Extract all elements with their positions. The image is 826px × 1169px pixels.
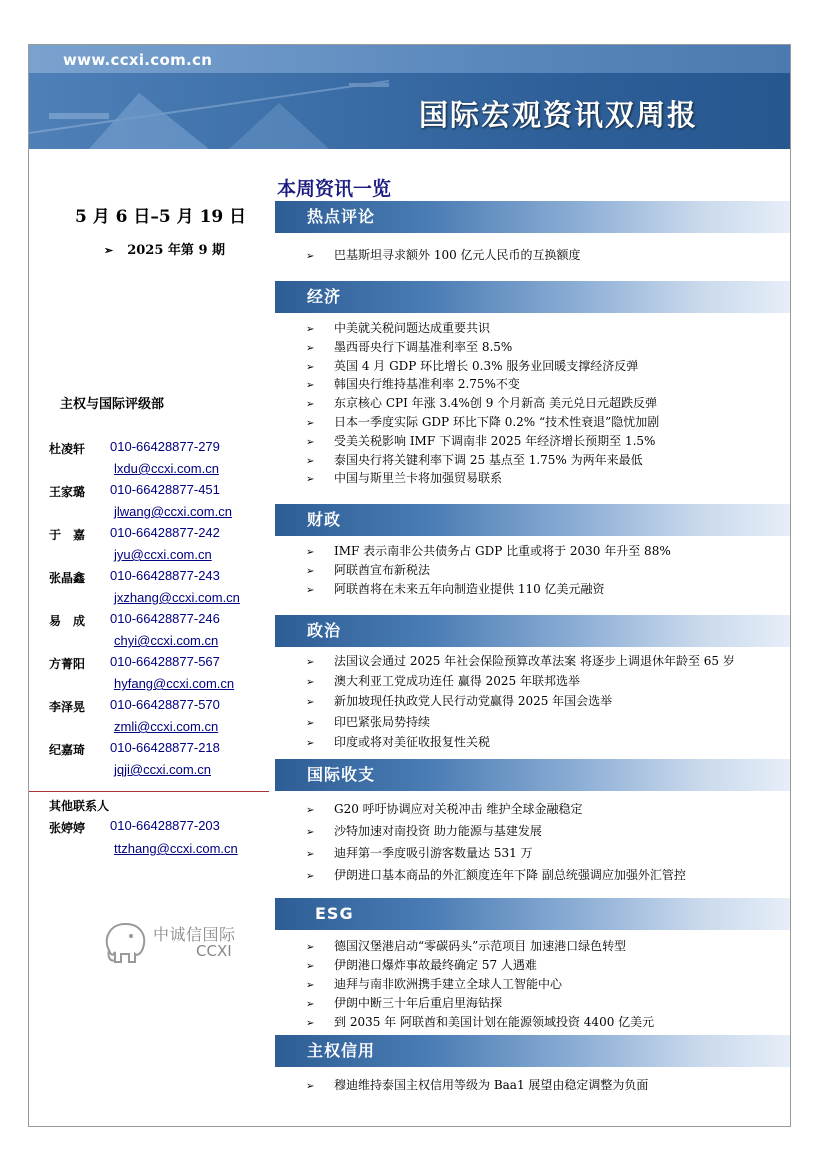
section-header: 经济 xyxy=(275,281,790,313)
arrow-bullet-icon: ➢ xyxy=(306,251,315,262)
arrow-bullet-icon: ➢ xyxy=(104,244,114,257)
arrow-bullet-icon: ➢ xyxy=(306,1081,315,1092)
news-item xyxy=(306,432,655,449)
issue-label: 2025 年第 9 期 xyxy=(127,243,226,258)
logo-text-en: CCXI xyxy=(196,942,232,960)
ccxi-logo xyxy=(101,920,251,966)
news-item xyxy=(306,375,520,392)
contact-phone: 010-66428877-451 xyxy=(110,482,220,497)
section-header: 热点评论 xyxy=(275,201,790,233)
arrow-bullet-icon: ➢ xyxy=(306,585,315,596)
news-item xyxy=(306,672,580,689)
news-item-text: G20 呼吁协调应对关税冲击 维护全球金融稳定 xyxy=(334,802,583,816)
date-range: 5 月 6 日–5 月 19 日 xyxy=(75,207,247,227)
contact-name: 于 嘉 xyxy=(49,528,86,542)
arrow-bullet-icon: ➢ xyxy=(306,718,315,729)
divider xyxy=(29,791,269,792)
news-item-text: 中国与斯里兰卡将加强贸易联系 xyxy=(334,471,503,485)
news-item-text: 伊朗港口爆炸事故最终确定 57 人遇难 xyxy=(334,958,537,972)
arrow-bullet-icon: ➢ xyxy=(306,362,315,373)
news-item-text: IMF 表示南非公共债务占 GDP 比重或将于 2030 年升至 88% xyxy=(334,544,671,558)
news-item-text: 法国议会通过 2025 年社会保险预算改革法案 将逐步上调退休年龄至 65 岁 xyxy=(334,654,735,668)
overview-title: 本周资讯一览 xyxy=(277,178,392,200)
arrow-bullet-icon: ➢ xyxy=(306,849,315,860)
arrow-bullet-icon: ➢ xyxy=(306,547,315,558)
contact-name: 方菁阳 xyxy=(49,657,86,671)
news-item-text: 沙特加速对南投资 助力能源与基建发展 xyxy=(334,824,542,838)
section-header: ESG xyxy=(275,898,790,930)
news-item-text: 墨西哥央行下调基准利率至 8.5% xyxy=(334,340,513,354)
news-item xyxy=(306,561,430,578)
news-item xyxy=(306,800,583,817)
arrow-bullet-icon: ➢ xyxy=(306,566,315,577)
header-banner xyxy=(29,45,790,149)
arrow-bullet-icon: ➢ xyxy=(306,677,315,688)
news-item xyxy=(306,692,612,709)
contact-phone: 010-66428877-567 xyxy=(110,654,220,669)
contact-email[interactable]: jlwang@ccxi.com.cn xyxy=(114,504,232,519)
contact-email[interactable]: jxzhang@ccxi.com.cn xyxy=(114,590,240,605)
news-item-text: 印度或将对美征收报复性关税 xyxy=(334,735,491,749)
news-item xyxy=(306,580,605,597)
arrow-bullet-icon: ➢ xyxy=(306,324,315,335)
news-item xyxy=(306,319,490,336)
news-item-text: 巴基斯坦寻求额外 100 亿元人民币的互换额度 xyxy=(334,248,581,262)
arrow-bullet-icon: ➢ xyxy=(306,738,315,749)
news-item xyxy=(306,713,430,730)
arrow-bullet-icon: ➢ xyxy=(306,380,315,391)
section-header: 主权信用 xyxy=(275,1035,790,1067)
news-item-text: 伊朗进口基本商品的外汇额度连年下降 副总统强调应加强外汇管控 xyxy=(334,868,686,882)
news-item xyxy=(306,357,638,374)
contact-phone: 010-66428877-570 xyxy=(110,697,220,712)
news-item-text: 穆迪维持泰国主权信用等级为 Baa1 展望由稳定调整为负面 xyxy=(334,1078,649,1092)
news-item xyxy=(306,1013,654,1030)
contact-phone: 010-66428877-279 xyxy=(110,439,220,454)
arrow-bullet-icon: ➢ xyxy=(306,827,315,838)
arrow-bullet-icon: ➢ xyxy=(306,1018,315,1029)
arrow-bullet-icon: ➢ xyxy=(306,474,315,485)
news-item-text: 印巴紧张局势持续 xyxy=(334,715,431,729)
contact-email[interactable]: jqji@ccxi.com.cn xyxy=(114,762,211,777)
arrow-bullet-icon: ➢ xyxy=(306,657,315,668)
contact-name: 易 成 xyxy=(49,614,86,628)
contact-email[interactable]: zmli@ccxi.com.cn xyxy=(114,719,219,734)
arrow-bullet-icon: ➢ xyxy=(306,456,315,467)
contact-email[interactable]: hyfang@ccxi.com.cn xyxy=(114,676,235,691)
arrow-bullet-icon: ➢ xyxy=(306,418,315,429)
news-item-text: 澳大利亚工党成功连任 赢得 2025 年联邦选举 xyxy=(334,674,580,688)
news-item xyxy=(306,956,537,973)
contact-name: 杜凌轩 xyxy=(49,442,86,456)
news-item xyxy=(306,937,626,954)
news-item xyxy=(306,652,735,669)
news-item xyxy=(306,994,502,1011)
news-item xyxy=(306,394,657,411)
news-item-text: 英国 4 月 GDP 环比增长 0.3% 服务业回暖支撑经济反弹 xyxy=(334,359,639,373)
logo-text-cn: 中诚信国际 xyxy=(153,925,236,944)
contact-name: 李泽晃 xyxy=(49,700,86,714)
news-item xyxy=(306,469,502,486)
contact-phone: 010-66428877-242 xyxy=(110,525,220,540)
contact-email[interactable]: ttzhang@ccxi.com.cn xyxy=(114,841,238,856)
contact-email[interactable]: chyi@ccxi.com.cn xyxy=(114,633,219,648)
news-item-text: 德国汉堡港启动“零碳码头”示范项目 加速港口绿色转型 xyxy=(334,939,627,953)
news-item-text: 受美关税影响 IMF 下调南非 2025 年经济增长预期至 1.5% xyxy=(334,434,656,448)
news-item xyxy=(306,844,533,861)
contact-name: 纪嘉琦 xyxy=(49,743,86,757)
contact-phone: 010-66428877-218 xyxy=(110,740,220,755)
elephant-logo-icon xyxy=(101,920,151,966)
news-item-text: 迪拜与南非欧洲携手建立全球人工智能中心 xyxy=(334,977,563,991)
arrow-bullet-icon: ➢ xyxy=(306,343,315,354)
news-item xyxy=(306,542,671,559)
contact-name: 张晶鑫 xyxy=(49,571,86,585)
arrow-bullet-icon: ➢ xyxy=(306,871,315,882)
news-item-text: 韩国央行维持基准利率 2.75%不变 xyxy=(334,377,520,391)
news-item-text: 中美就关税问题达成重要共识 xyxy=(334,321,491,335)
other-contact-label: 其他联系人 xyxy=(49,799,110,813)
section-header: 政治 xyxy=(275,615,790,647)
news-item-text: 新加坡现任执政党人民行动党赢得 2025 年国会选举 xyxy=(334,694,613,708)
contact-name: 王家璐 xyxy=(49,485,86,499)
news-item xyxy=(306,866,686,883)
arrow-bullet-icon: ➢ xyxy=(306,437,315,448)
news-item-text: 伊朗中断三十年后重启里海钻探 xyxy=(334,996,503,1010)
section-header: 财政 xyxy=(275,504,790,536)
arrow-bullet-icon: ➢ xyxy=(306,980,315,991)
arrow-bullet-icon: ➢ xyxy=(306,805,315,816)
news-item xyxy=(306,733,490,750)
news-item xyxy=(306,975,562,992)
arrow-bullet-icon: ➢ xyxy=(306,399,315,410)
site-url[interactable]: www.ccxi.com.cn xyxy=(63,51,213,69)
news-item xyxy=(306,413,659,430)
news-item xyxy=(306,822,542,839)
section-header: 国际收支 xyxy=(275,759,790,791)
arrow-bullet-icon: ➢ xyxy=(306,942,315,953)
news-item-text: 迪拜第一季度吸引游客数量达 531 万 xyxy=(334,846,533,860)
contact-phone: 010-66428877-203 xyxy=(110,818,220,833)
news-item-text: 阿联酋将在未来五年向制造业提供 110 亿美元融资 xyxy=(334,582,605,596)
contact-phone: 010-66428877-243 xyxy=(110,568,220,583)
arrow-bullet-icon: ➢ xyxy=(306,697,315,708)
report-title: 国际宏观资讯双周报 xyxy=(418,98,698,132)
contact-phone: 010-66428877-246 xyxy=(110,611,220,626)
contact-email[interactable]: lxdu@ccxi.com.cn xyxy=(114,461,219,476)
contact-email[interactable]: jyu@ccxi.com.cn xyxy=(114,547,212,562)
news-item xyxy=(306,338,512,355)
contact-name: 张婷婷 xyxy=(49,821,86,835)
news-item-text: 阿联酋宣布新税法 xyxy=(334,563,431,577)
news-item xyxy=(306,246,581,263)
news-item-text: 泰国央行将关键利率下调 25 基点至 1.75% 为两年来最低 xyxy=(334,453,643,467)
news-item-text: 到 2035 年 阿联酋和美国计划在能源领域投资 4400 亿美元 xyxy=(334,1015,655,1029)
arrow-bullet-icon: ➢ xyxy=(306,999,315,1010)
news-item xyxy=(306,1076,648,1093)
news-item-text: 东京核心 CPI 年涨 3.4%创 9 个月新高 美元兑日元超跌反弹 xyxy=(334,396,658,410)
news-item-text: 日本一季度实际 GDP 环比下降 0.2% “技术性衰退”隐忧加剧 xyxy=(334,415,660,429)
arrow-bullet-icon: ➢ xyxy=(306,961,315,972)
department-name: 主权与国际评级部 xyxy=(60,397,165,412)
news-item xyxy=(306,451,643,468)
issue-number xyxy=(104,239,225,258)
